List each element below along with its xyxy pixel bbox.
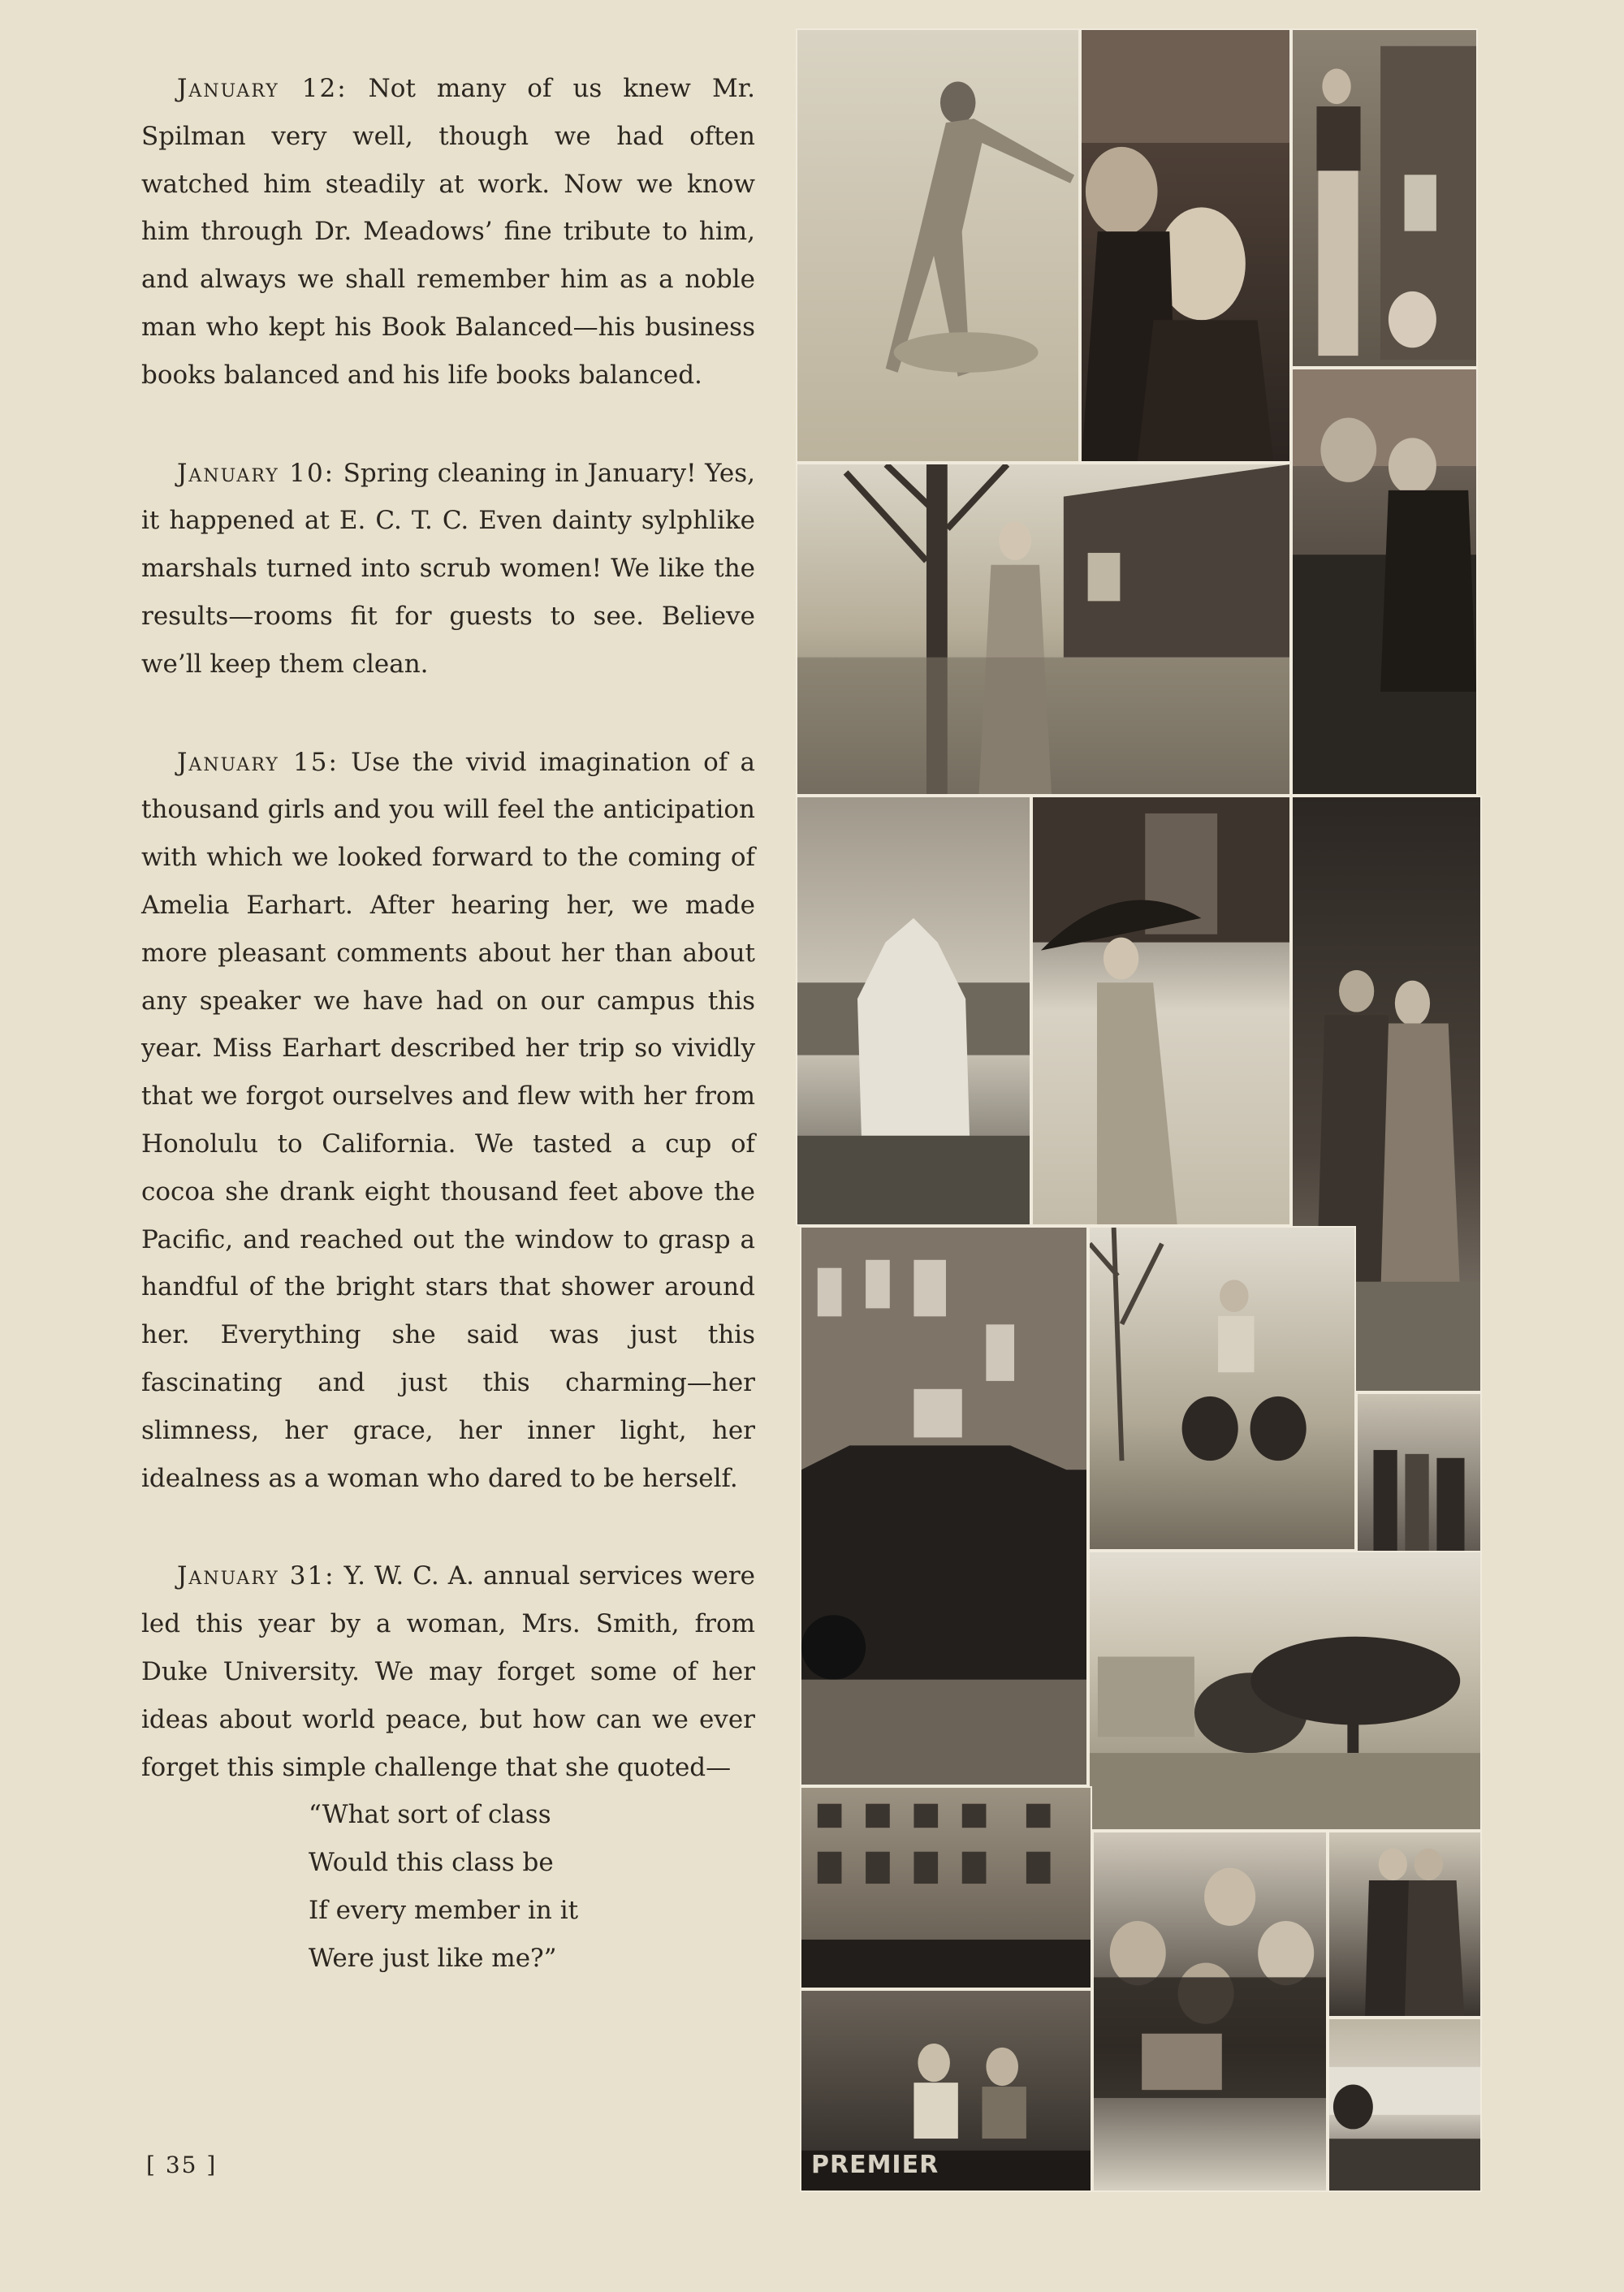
photo-woman-umbrella	[1031, 796, 1291, 1226]
photo-premier-car	[800, 1989, 1092, 2192]
poem-line: Would this class be	[309, 1848, 554, 1878]
entry-date: January 31:	[177, 1561, 335, 1591]
photo-man-by-building	[1291, 28, 1478, 368]
entry-date: January 15:	[177, 747, 339, 777]
photo-woman-by-tree	[796, 463, 1291, 796]
poem-line: If every member in it	[309, 1895, 579, 1925]
poem-line: “What sort of class	[309, 1800, 551, 1830]
entry-date: January 12:	[177, 74, 348, 103]
photo-baseball-player	[796, 28, 1080, 463]
entry-date: January 10:	[177, 458, 335, 488]
photo-girls-on-lawn	[1088, 1226, 1356, 1551]
entry-text: Y. W. C. A. annual services were led this year by a woman, Mrs. Smith, from Duke University. We may forget some of her ideas about world peace, but how can we ever forget this simple challenge that she quoted—	[141, 1561, 755, 1782]
photo-frozen-fountain	[796, 796, 1031, 1226]
entry-january-10	[141, 450, 755, 688]
entry-january-15	[141, 739, 755, 1503]
photo-campus-tree	[1088, 1551, 1482, 1831]
photo-couple-smiling	[1080, 28, 1291, 463]
photo-car-by-building	[800, 1226, 1088, 1786]
entry-january-31	[141, 1552, 755, 1791]
photo-girls-eating	[1092, 1831, 1328, 2192]
entry-text: Spring cleaning in January! Yes, it happened at E. C. T. C. Even dainty sylphlike marshals turned into scrub women! We like the results—rooms fit for guests to see. Believe we’ll keep them clean.	[141, 458, 755, 679]
entry-january-12	[141, 65, 755, 399]
photo-two-girls-outdoors	[1328, 1831, 1482, 2018]
entry-text: Not many of us knew Mr. Spilman very well, though we had often watched him steadily at work. Now we know him through Dr. Meadows’ fine tribute to him, and always we shall remember him as a noble man who kept his Book Balanced—his business books balanced and his life books balanced.	[141, 74, 755, 390]
poem-line: Were just like me?”	[309, 1943, 557, 1973]
entry-text: Use the vivid imagination of a thousand girls and you will feel the anticipation with which we looked forward to the coming of Amelia Earhart. After hearing her, we made more pleasant comments about her than about any speaker we have had on our campus this year. Miss Earhart described her trip so vividly that we forgot ourselves and flew with her from Honolulu to California. We tasted a cup of cocoa she drank eight thousand feet above the Pacific, and reached out the window to grasp a handful of the bright stars that shower around her. Everything she said was just this fascinating and just this charming—her slimness, her grace, her inner light, her idealness as a woman who dared to be herself.	[141, 747, 755, 1493]
premier-sign: PREMIER	[811, 2151, 939, 2179]
page-number: [ 35 ]	[146, 2152, 218, 2178]
photo-crowd	[1328, 2018, 1482, 2192]
poem-quote	[309, 1791, 755, 1982]
photo-dorm-building	[800, 1786, 1092, 1989]
text-column	[141, 65, 755, 1982]
photo-two-girls-hedge	[1291, 368, 1478, 796]
